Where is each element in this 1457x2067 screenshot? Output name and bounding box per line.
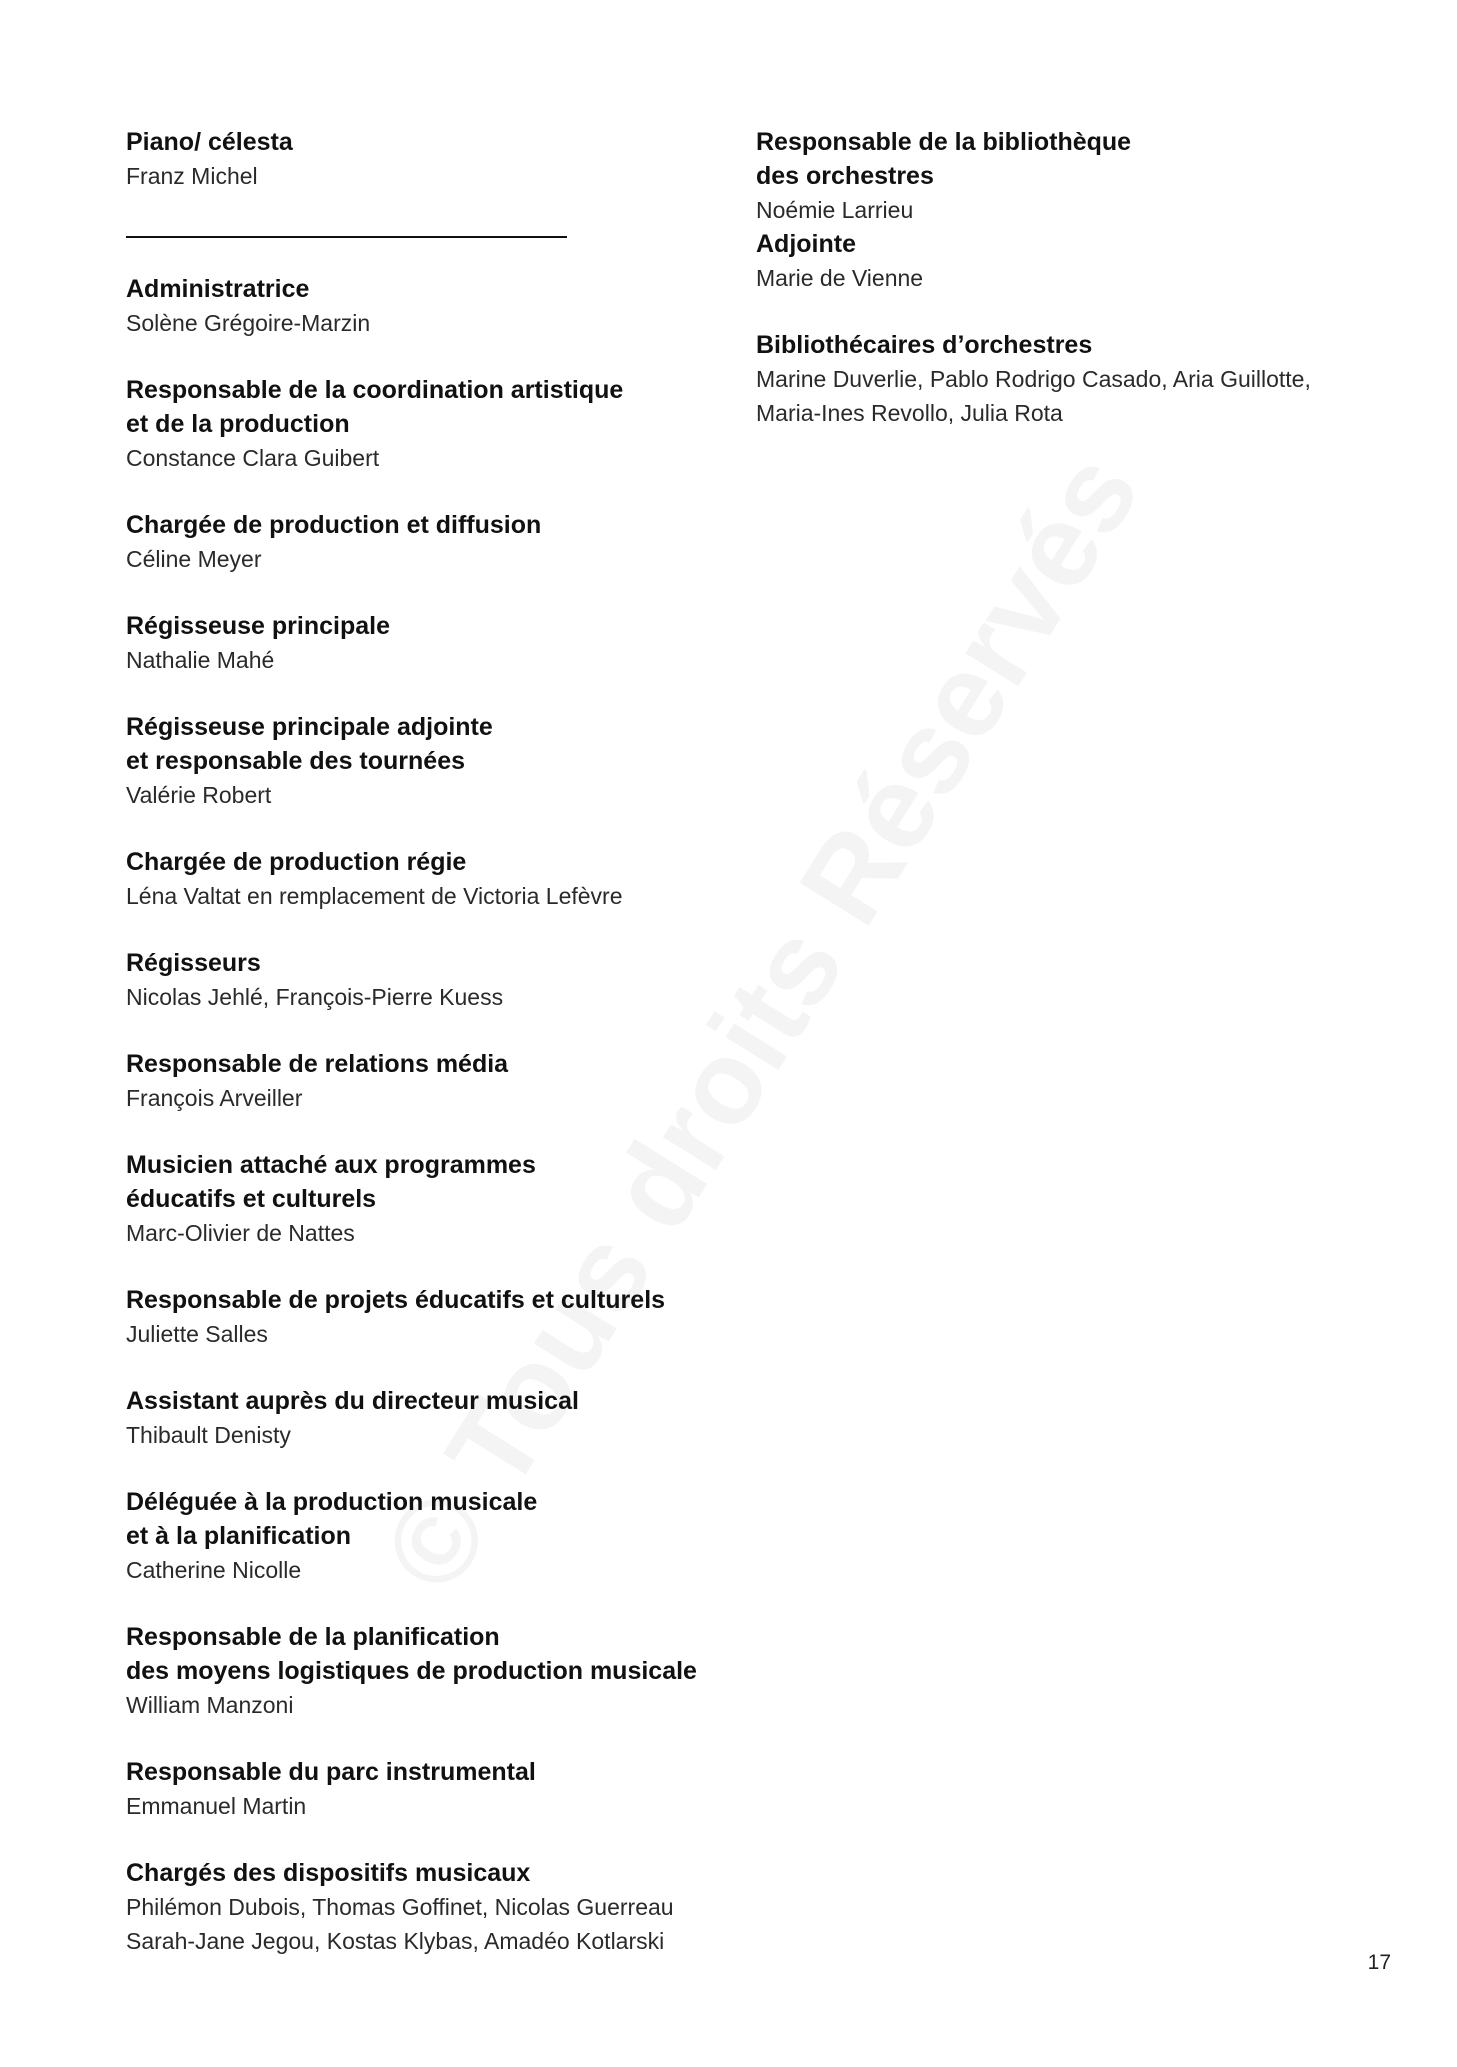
staff-entry xyxy=(126,609,746,677)
role-title: Musicien attaché aux programmes éducatifs et culturels xyxy=(126,1151,536,1213)
page-number: 17 xyxy=(1367,1951,1391,1974)
role-title: Administratrice xyxy=(126,275,310,303)
role-title: Adjointe xyxy=(756,230,856,258)
staff-entry xyxy=(756,328,1376,430)
staff-entry xyxy=(756,227,1376,295)
left-column xyxy=(126,125,746,1991)
role-title: Déléguée à la production musicale et à la planification xyxy=(126,1488,538,1550)
staff-entry xyxy=(126,272,746,340)
staff-names: Solène Grégoire-Marzin xyxy=(126,310,371,336)
staff-names: Thibault Denisty xyxy=(126,1422,291,1448)
staff-names: Noémie Larrieu xyxy=(756,197,914,223)
staff-entry xyxy=(126,1856,746,1958)
staff-entry xyxy=(126,1283,746,1351)
staff-names: Juliette Salles xyxy=(126,1321,268,1347)
staff-names: William Manzoni xyxy=(126,1692,294,1718)
role-title: Bibliothécaires d’orchestres xyxy=(756,331,1093,359)
staff-names: Philémon Dubois, Thomas Goffinet, Nicolas Guerreau Sarah-Jane Jegou, Kostas Klybas, Amadéo Kotlarski xyxy=(126,1894,674,1954)
staff-names: Nicolas Jehlé, François-Pierre Kuess xyxy=(126,984,504,1010)
staff-entry xyxy=(126,710,746,812)
staff-names: Céline Meyer xyxy=(126,546,262,572)
staff-names: Marie de Vienne xyxy=(756,265,924,291)
role-title: Régisseuse principale xyxy=(126,612,391,640)
staff-entry xyxy=(126,1047,746,1115)
staff-names: Nathalie Mahé xyxy=(126,647,275,673)
staff-names: Valérie Robert xyxy=(126,782,272,808)
staff-entry xyxy=(126,946,746,1014)
staff-entry xyxy=(756,125,1376,227)
staff-entry xyxy=(126,1620,746,1722)
staff-names: Constance Clara Guibert xyxy=(126,445,380,471)
staff-names: Catherine Nicolle xyxy=(126,1557,302,1583)
right-column xyxy=(756,125,1376,463)
role-title: Régisseuse principale adjointe et responsable des tournées xyxy=(126,713,493,775)
staff-names: Marc-Olivier de Nattes xyxy=(126,1220,355,1246)
role-title: Responsable de la coordination artistique et de la production xyxy=(126,376,624,438)
role-title: Régisseurs xyxy=(126,949,261,977)
staff-entry xyxy=(126,508,746,576)
role-title: Chargée de production et diffusion xyxy=(126,511,542,539)
staff-names: Emmanuel Martin xyxy=(126,1793,307,1819)
staff-entry xyxy=(126,1755,746,1823)
role-title: Piano/ célesta xyxy=(126,128,293,156)
staff-names: François Arveiller xyxy=(126,1085,303,1111)
staff-entry xyxy=(126,1384,746,1452)
staff-entry xyxy=(126,845,746,913)
staff-entry xyxy=(126,1148,746,1250)
role-title: Chargée de production régie xyxy=(126,848,467,876)
role-title: Assistant auprès du directeur musical xyxy=(126,1387,579,1415)
staff-names: Marine Duverlie, Pablo Rodrigo Casado, Aria Guillotte, Maria-Ines Revollo, Julia Rota xyxy=(756,366,1311,426)
role-title: Responsable de projets éducatifs et culturels xyxy=(126,1286,666,1314)
staff-entry xyxy=(126,373,746,475)
role-title: Responsable de la bibliothèque des orchestres xyxy=(756,128,1132,190)
role-title: Responsable du parc instrumental xyxy=(126,1758,536,1786)
staff-entry-piano xyxy=(126,125,746,193)
role-title: Responsable de la planification des moyens logistiques de production musicale xyxy=(126,1623,697,1685)
role-title: Chargés des dispositifs musicaux xyxy=(126,1859,531,1887)
role-title: Responsable de relations média xyxy=(126,1050,509,1078)
staff-names: Léna Valtat en remplacement de Victoria Lefèvre xyxy=(126,883,623,909)
staff-entry xyxy=(126,1485,746,1587)
staff-names: Franz Michel xyxy=(126,163,258,189)
section-divider xyxy=(126,236,567,238)
